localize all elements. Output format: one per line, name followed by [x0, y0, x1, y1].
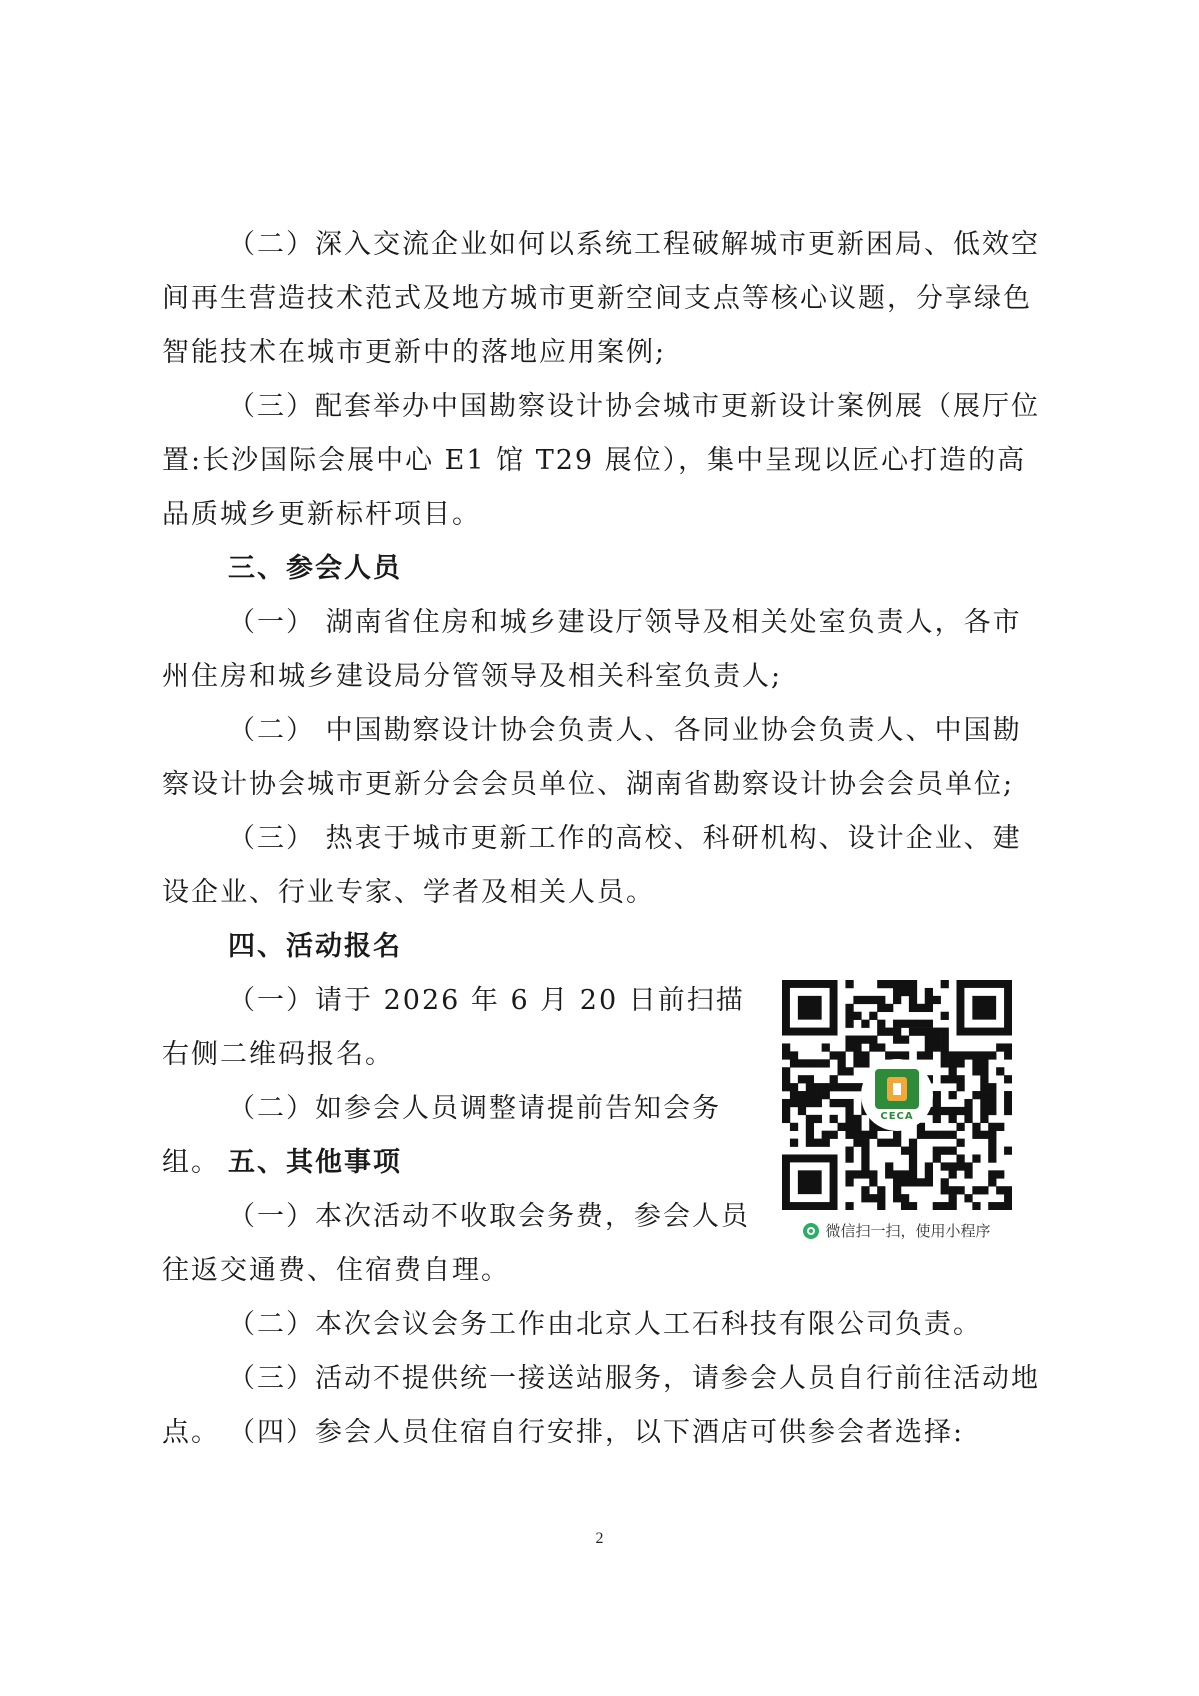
- paragraph-attendees-1: （一） 湖南省住房和城乡建设厅领导及相关处室负责人，各市州住房和城乡建设局分管领导及相关科室负责人;: [162, 607, 1022, 692]
- ceca-logo-text: CECA: [880, 1110, 914, 1122]
- paragraph-other-3: （三）活动不提供统一接送站服务，请参会人员自行前往活动地点。: [162, 1363, 1040, 1448]
- wechat-miniprogram-icon: [803, 1223, 819, 1239]
- paragraph-case-exhibition: （三）配套举办中国勘察设计协会城市更新设计案例展（展厅位置:长沙国际会展中心 E1 馆 T29 展位），集中呈现以匠心打造的高品质城乡更新标杆项目。: [162, 391, 1040, 530]
- registration-qr-block[interactable]: [782, 980, 1012, 1241]
- paragraph-registration-2: （二）如参会人员调整请提前告知会务组。: [162, 1093, 721, 1178]
- paragraph-attendees-2: （二） 中国勘察设计协会负责人、各同业协会负责人、中国勘察设计协会城市更新分会会员单位、湖南省勘察设计协会会员单位;: [162, 715, 1022, 800]
- section-heading-registration: 四、活动报名: [228, 931, 402, 962]
- registration-qr-code[interactable]: [782, 980, 1012, 1210]
- page-number: 2: [595, 1530, 604, 1547]
- section-heading-attendees: 三、参会人员: [228, 553, 402, 584]
- paragraph-other-4: （四）参会人员住宿自行安排，以下酒店可供参会者选择:: [228, 1417, 965, 1448]
- paragraph-discussion-topics: （二）深入交流企业如何以系统工程破解城市更新困局、低效空间再生营造技术范式及地方城市更新空间支点等核心议题，分享绿色智能技术在城市更新中的落地应用案例;: [162, 229, 1040, 368]
- paragraph-attendees-3: （三） 热衷于城市更新工作的高校、科研机构、设计企业、建设企业、行业专家、学者及相关人员。: [162, 823, 1022, 908]
- paragraph-other-2: （二）本次会议会务工作由北京人工石科技有限公司负责。: [228, 1309, 982, 1340]
- paragraph-other-1: （一）本次活动不收取会务费，参会人员往返交通费、住宿费自理。: [162, 1201, 750, 1286]
- section-heading-other-matters: 五、其他事项: [228, 1147, 402, 1178]
- paragraph-registration-1: （一）请于 2026 年 6 月 20 日前扫描右侧二维码报名。: [162, 985, 745, 1070]
- ceca-logo-mark-icon: [875, 1069, 919, 1109]
- ceca-logo: [861, 1059, 933, 1131]
- qr-caption: [782, 1220, 1012, 1241]
- qr-caption-text: 微信扫一扫，使用小程序: [825, 1222, 991, 1240]
